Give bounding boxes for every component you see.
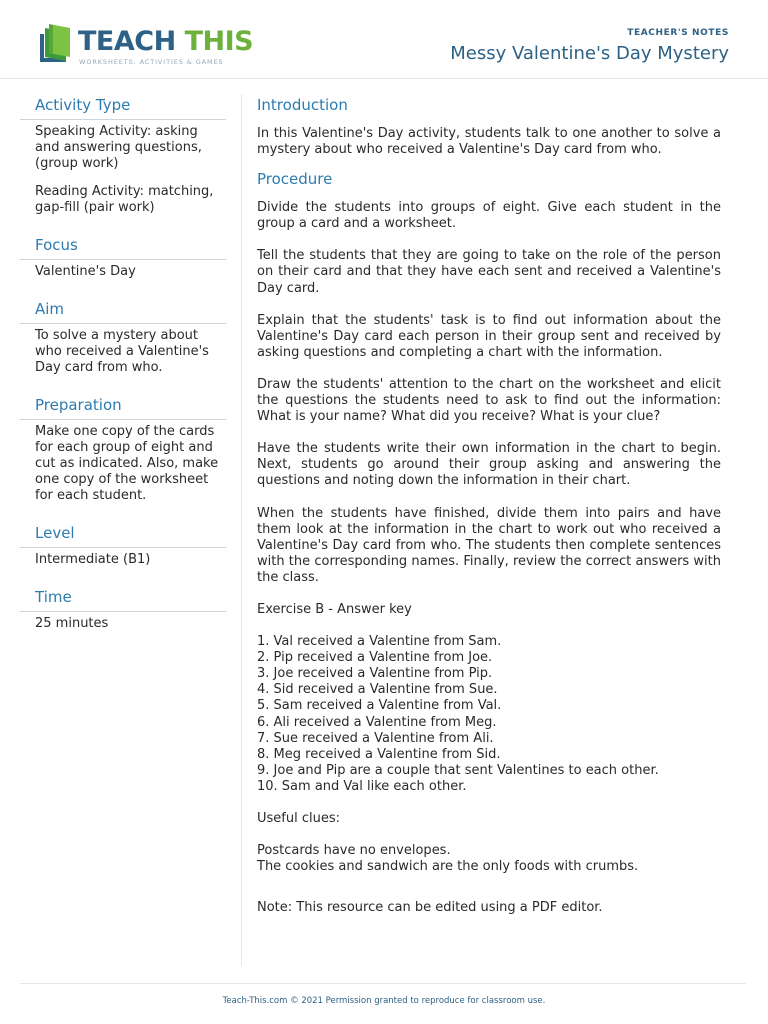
introduction-heading: Introduction [257, 96, 348, 114]
logo-wordmark [78, 26, 253, 58]
activity-type-item: Speaking Activity: asking and answering questions, (group work) [35, 124, 202, 171]
clue-item: Postcards have no envelopes. [257, 843, 451, 859]
clue-item: The cookies and sandwich are the only foods with crumbs. [257, 859, 639, 875]
logo-tagline: WORKSHEETS, ACTIVITIES & GAMES [79, 58, 224, 66]
procedure-paragraph: Divide the students into groups of eight. Give each student in the group a card and a worksheet. [257, 200, 721, 232]
teach-this-logo [36, 24, 254, 70]
answer-key-item: 2. Pip received a Valentine from Joe. [257, 650, 493, 666]
focus-section [20, 234, 226, 280]
level-section [20, 522, 226, 568]
footer-divider [20, 983, 746, 984]
level-heading: Level [20, 522, 226, 548]
activity-type-body [20, 120, 226, 216]
answer-key-item: 4. Sid received a Valentine from Sue. [257, 682, 498, 698]
procedure-heading: Procedure [257, 170, 333, 189]
sidebar [20, 94, 226, 650]
answer-key-item: 10. Sam and Val like each other. [257, 778, 467, 794]
procedure-paragraph: Draw the students' attention to the chart on the worksheet and elicit the questions the students need to ask to find out the information: What is your name? What did you receive? What is your clue? [257, 376, 721, 425]
answer-key-item: 6. Ali received a Valentine from Meg. [257, 714, 497, 730]
aim-section [20, 298, 226, 376]
activity-type-item: Reading Activity: matching, gap-fill (pair work) [35, 184, 214, 215]
clues-block [257, 843, 721, 875]
book-logo-icon [36, 24, 74, 64]
clues-heading: Useful clues: [257, 811, 340, 826]
answer-key-item: 9. Joe and Pip are a couple that sent Valentines to each other. [257, 762, 659, 778]
answer-key-item: 8. Meg received a Valentine from Sid. [257, 746, 501, 762]
preparation-text: Make one copy of the cards for each group of eight and cut as indicated. Also, make one copy of the worksheet for each student. [35, 424, 219, 503]
answer-key-heading: Exercise B - Answer key [257, 601, 412, 617]
procedure-paragraph: Explain that the students' task is to find out information about the Valentine's Day card each person in their group sent and received by asking questions and completing a chart with the information. [257, 312, 721, 360]
column-divider [241, 94, 242, 966]
answer-key-item: 3. Joe received a Valentine from Pip. [257, 666, 493, 682]
footer-copyright: Teach-This.com © 2021 Permission granted to reproduce for classroom use. [222, 996, 546, 1006]
page-header [0, 0, 768, 79]
editor-note: Note: This resource can be edited using a PDF editor. [257, 900, 603, 916]
document-title: Messy Valentine's Day Mystery [450, 43, 729, 64]
time-text: 25 minutes [35, 616, 109, 631]
teachers-notes-label: TEACHER'S NOTES [627, 28, 729, 38]
answer-key-item: 5. Sam received a Valentine from Val. [257, 698, 502, 714]
focus-text: Valentine's Day [35, 264, 136, 279]
answer-key-item: 1. Val received a Valentine from Sam. [257, 634, 502, 650]
focus-heading: Focus [20, 234, 226, 260]
preparation-section [20, 394, 226, 504]
procedure-paragraph: Tell the students that they are going to take on the role of the person on their card and that they have each sent and received a Valentine's Day card. [257, 248, 721, 296]
activity-type-section [20, 94, 226, 216]
aim-heading: Aim [20, 298, 226, 324]
preparation-heading: Preparation [20, 394, 226, 420]
time-section [20, 586, 226, 632]
logo-this: THIS [184, 26, 254, 57]
introduction-text: In this Valentine's Day activity, students talk to one another to solve a mystery about who received a Valentine's Day card from who. [257, 126, 721, 158]
aim-text: To solve a mystery about who received a Valentine's Day card from who. [35, 328, 209, 375]
answer-key-list [257, 634, 721, 795]
procedure-paragraph: When the students have finished, divide them into pairs and have them look at the information in the chart to work out who received a Valentine's Day card from who. The students then complete sentences with the corresponding names. Finally, review the correct answers with the class. [257, 505, 721, 585]
main-content [257, 94, 721, 932]
activity-type-heading: Activity Type [20, 94, 226, 120]
answer-key-item: 7. Sue received a Valentine from Ali. [257, 730, 494, 746]
time-heading: Time [20, 586, 226, 612]
logo-teach: TEACH [78, 26, 176, 57]
level-text: Intermediate (B1) [35, 552, 151, 567]
procedure-paragraph: Have the students write their own information in the chart to begin. Next, students go around their group asking and answering the questions and noting down the information in their chart. [257, 441, 721, 489]
